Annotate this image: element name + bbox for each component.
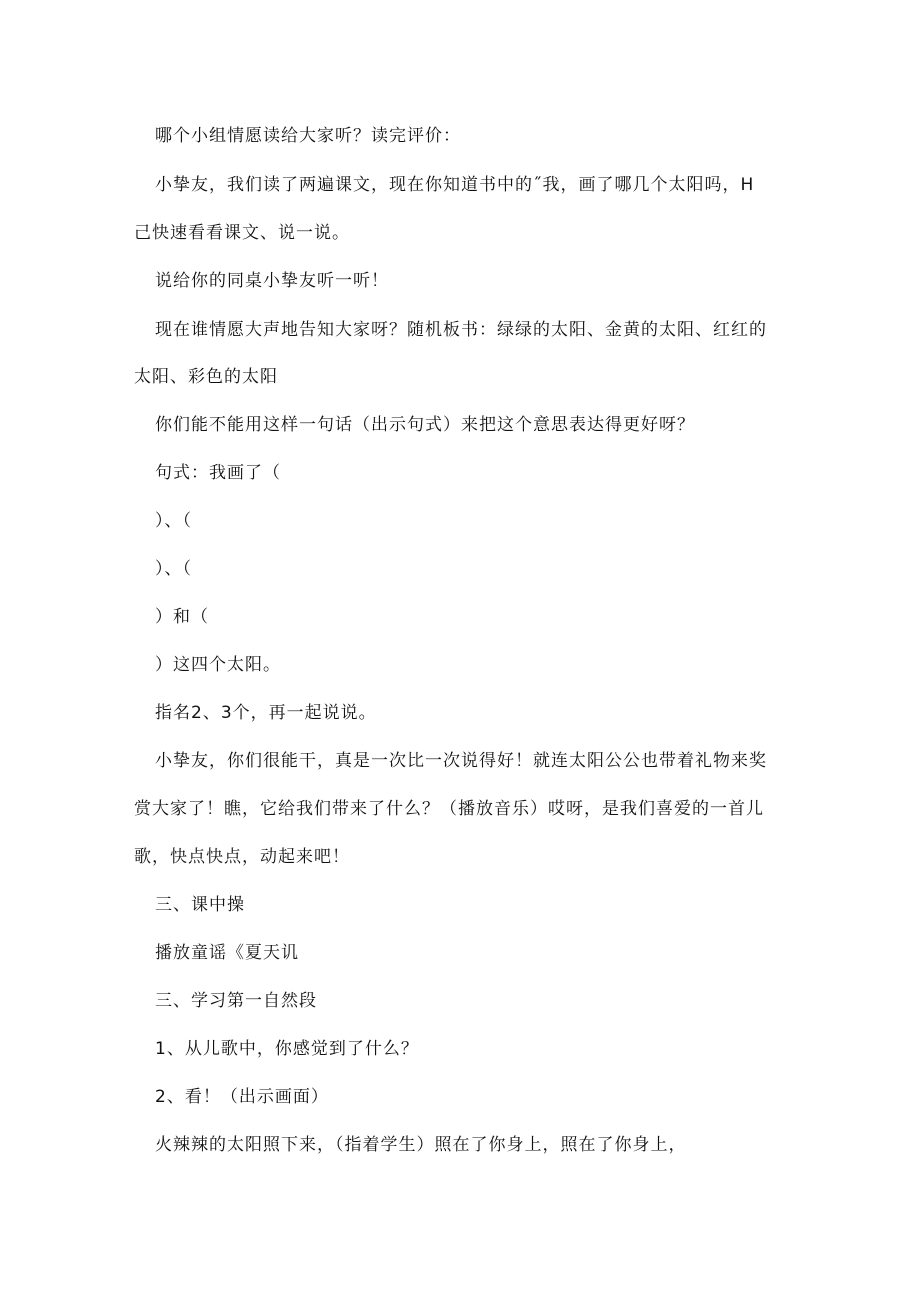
text-line: ）这四个太阳。 [155,655,281,675]
section-heading: 三、课中操 [155,895,245,915]
text-line: 小挚友，我们读了两遍课文，现在你知道书中的˝我，画了哪几个太阳吗，H [155,175,755,195]
text-line: 播放童谣《夏天讥 [155,943,299,963]
text-line: 指名2、3个，再一起说说。 [155,703,377,723]
text-line: 你们能不能用这样一句话（出示句式）来把这个意思表达得更好呀？ [155,415,695,435]
text-line: ）和（ [155,607,209,627]
text-line: 小挚友，你们很能干，真是一次比一次说得好！就连太阳公公也带着礼物来奖 [155,751,767,771]
text-line: 太阳、彩色的太阳 [134,367,278,387]
text-line: 歌，快点快点，动起来吧！ [134,847,350,867]
text-line: 说给你的同桌小挚友听一听！ [155,271,389,291]
text-line: 火辣辣的太阳照下来，（指着学生）照在了你身上，照在了你身上， [155,1135,687,1155]
text-line: 赏大家了！瞧，它给我们带来了什么？（播放音乐）哎呀，是我们喜爱的一首儿 [134,799,764,819]
text-line: 句式：我画了（ [155,463,281,483]
text-line: 现在谁情愿大声地告知大家呀？随机板书：绿绿的太阳、金黄的太阳、红红的 [155,320,767,340]
numbered-item: 1、从儿歌中，你感觉到了什么？ [155,1039,419,1059]
text-line: 哪个小组情愿读给大家听？读完评价： [155,126,461,146]
section-heading: 三、学习第一自然段 [155,991,317,1011]
text-line: 己快速看看课文、说一说。 [134,223,350,243]
numbered-item: 2、看！（出示画面） [155,1087,329,1107]
text-line: ）、（ [155,559,192,579]
text-line: ）、（ [155,511,192,531]
